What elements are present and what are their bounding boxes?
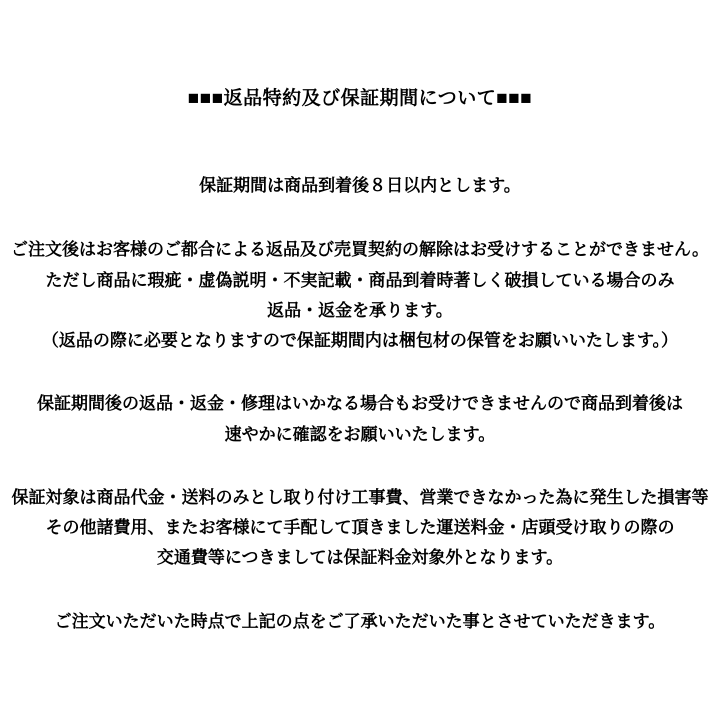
text-line: 返品・返金を承ります。 (267, 300, 453, 320)
text-line: ご注文いただいた時点で上記の点をご了承いただいた事とさせていただきます。 (54, 611, 666, 631)
section-warranty-period (0, 171, 720, 201)
page-title: ■■■返品特約及び保証期間について■■■ (187, 88, 533, 109)
text-line: 保証期間は商品到着後８日以内とします。 (199, 175, 521, 195)
text-line: ただし商品に瑕疵・虚偽説明・不実記載・商品到着時著しく破損している場合のみ (45, 270, 675, 290)
section-after-warranty (0, 389, 720, 450)
text-line: 速やかに確認をお願いいたします。 (224, 424, 496, 444)
section-coverage-scope (0, 483, 720, 574)
section-return-conditions (0, 235, 720, 356)
section-agreement (0, 607, 720, 637)
text-line: 保証期間後の返品・返金・修理はいかなる場合もお受けできませんので商品到着後は (37, 394, 683, 414)
text-line: ご注文後はお客様のご都合による返品及び売買契約の解除はお受けすることができません。 (10, 240, 710, 260)
text-line: （返品の際に必要となりますので保証期間内は梱包材の保管をお願いいたします。） (41, 331, 679, 351)
text-line: 交通費等につきましては保証料金対象外となります。 (156, 548, 564, 568)
text-line: 保証対象は商品代金・送料のみとし取り付け工事費、営業できなかった為に発生した損害等 (11, 487, 709, 507)
text-line: その他諸費用、またお客様にて手配して頂きました運送料金・店頭受け取りの際の (45, 518, 675, 538)
